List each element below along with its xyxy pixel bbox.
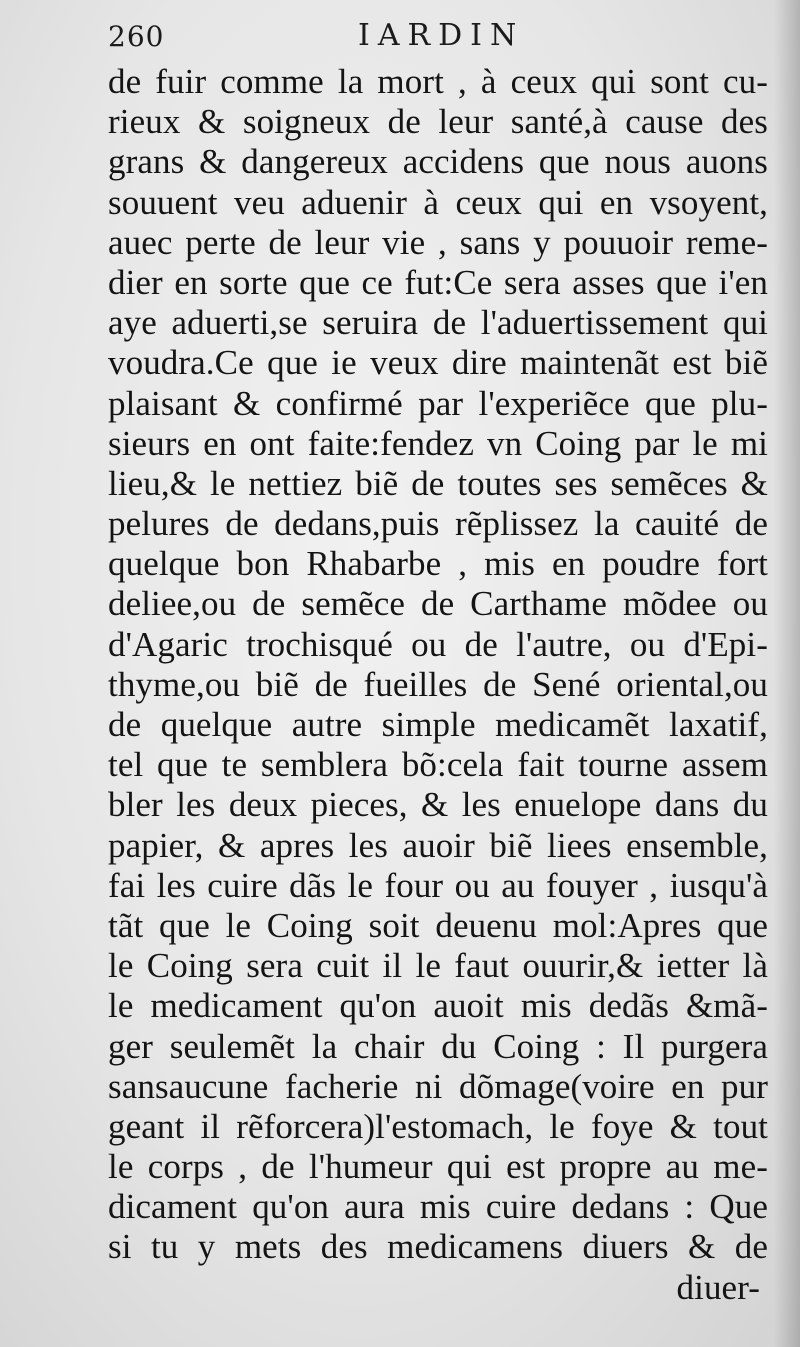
text-line: plaisant & confirmé par l'experiẽce que plu- — [108, 383, 768, 423]
text-line: de quelque autre simple medicamẽt laxatif, — [108, 705, 768, 744]
text-line: dier en sorte que ce fut:Ce sera asses que i'en — [108, 262, 768, 302]
text-line: quelque bon Rhabarbe , mis en poudre fort — [108, 544, 768, 584]
text-line: bler les deux pieces, & les enuelope dans du — [108, 785, 768, 825]
running-title: IARDIN — [358, 18, 525, 53]
text-line: tãt que le Coing soit deuenu mol:Apres que — [108, 905, 768, 945]
text-line: deliee,ou de semẽce de Carthame mõdee ou — [108, 584, 768, 624]
text-line: fai les cuire dãs le four ou au fouyer , iusqu'à — [108, 865, 768, 905]
text-line: geant il rẽforcera)l'estomach, le foye & tout — [108, 1106, 768, 1146]
text-line: le medicament qu'on auoit mis dedãs &mã- — [108, 986, 768, 1026]
text-line: aye aduerti,se seruira de l'aduertissement qui — [108, 303, 768, 343]
page-gutter-shadow — [774, 0, 800, 1347]
text-line: rieux & soigneux de leur santé,à cause des — [108, 102, 768, 142]
text-line: auec perte de leur vie , sans y pouuoir reme- — [108, 222, 768, 262]
text-line: souuent veu aduenir à ceux qui en vsoyent, — [108, 182, 768, 222]
text-line: thyme,ou biẽ de fueilles de Sené oriental,ou — [108, 664, 768, 704]
text-line: lieu,& le nettiez biẽ de toutes ses semẽces & — [108, 463, 768, 503]
text-line: tel que te semblera bõ:cela fait tourne assem — [108, 745, 768, 785]
text-line: dicament qu'on aura mis cuire dedans : Que — [108, 1187, 768, 1227]
text-line: sansaucune facherie ni dõmage(voire en pur — [108, 1066, 768, 1106]
text-line: grans & dangereux accidens que nous auons — [108, 142, 768, 182]
text-line: pelures de dedans,puis rẽplissez la cauité de — [108, 504, 768, 544]
text-line: d'Agaric trochisqué ou de l'autre, ou d'Epi- — [108, 624, 768, 664]
text-line: voudra.Ce que ie veux dire maintenãt est biẽ — [108, 343, 768, 383]
text-line: sieurs en ont faite:fendez vn Coing par le mi — [108, 423, 768, 463]
page-number: 260 — [108, 20, 165, 53]
body-text — [108, 62, 768, 1308]
text-line: ger seulemẽt la chair du Coing : Il purgera — [108, 1026, 768, 1066]
text-line: de fuir comme la mort , à ceux qui sont cu- — [108, 62, 768, 101]
text-line: le Coing sera cuit il le faut ouurir,& ietter là — [108, 946, 768, 986]
text-line: le corps , de l'humeur qui est propre au me- — [108, 1147, 768, 1187]
text-line: diuer- — [676, 1267, 760, 1307]
text-line: papier, & apres les auoir biẽ liees ensemble, — [108, 825, 768, 865]
page-header — [108, 18, 768, 58]
text-line: si tu y mets des medicamens diuers & de — [108, 1227, 768, 1267]
